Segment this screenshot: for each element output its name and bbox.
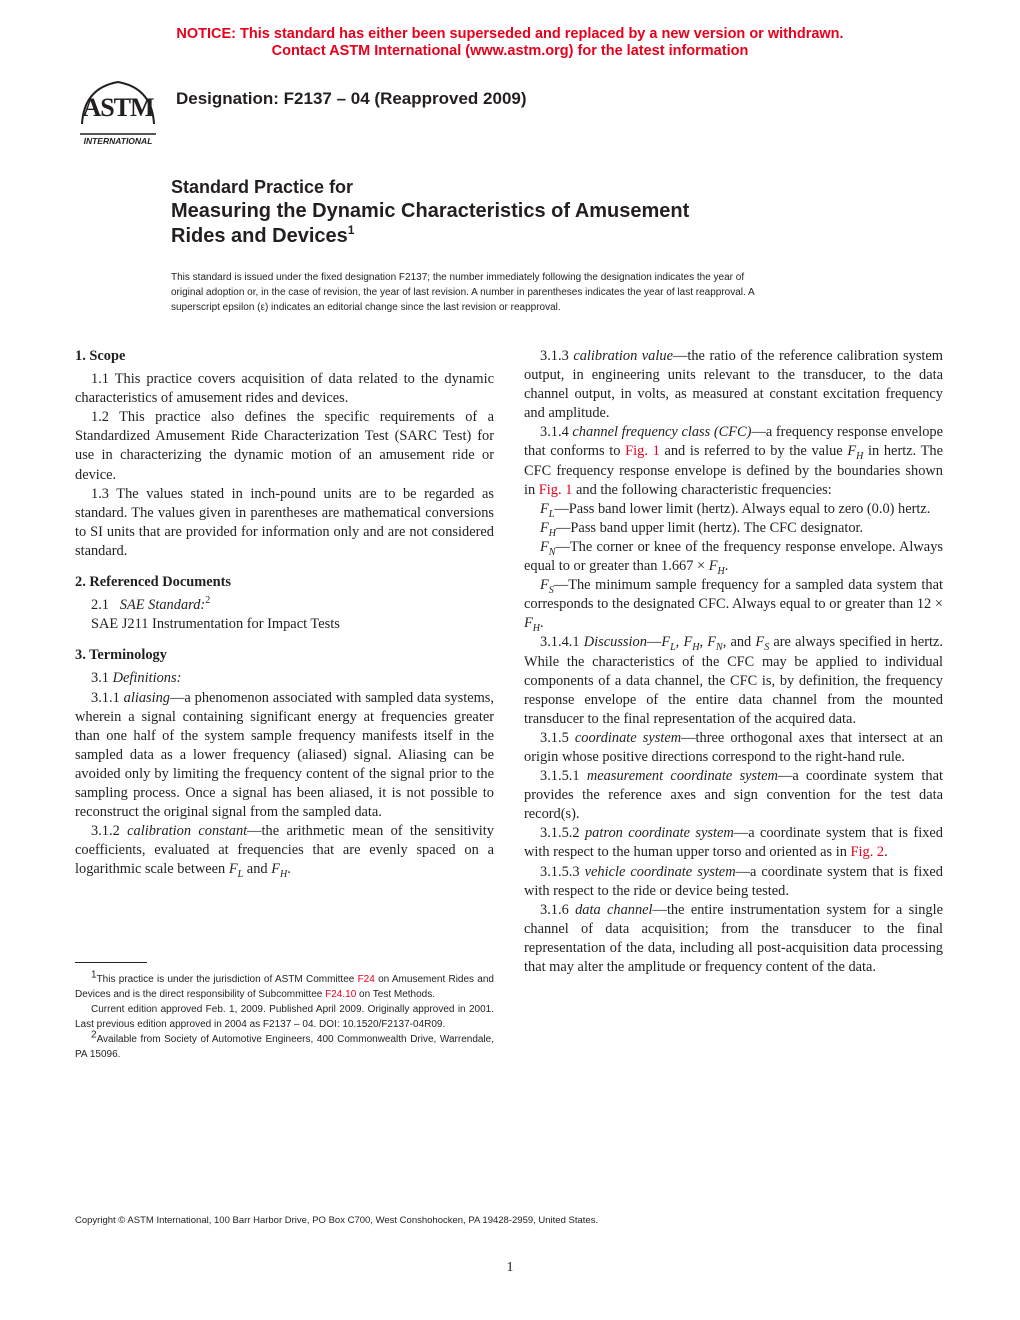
def-fl — [524, 500, 943, 519]
symbol: F — [271, 861, 280, 878]
text: in hertz. The CFC frequency response envelope is defined by the boundaries shown in — [524, 443, 943, 498]
term: Definitions: — [112, 670, 182, 687]
symbol: F — [228, 861, 238, 878]
symbol-sub: L — [548, 508, 555, 520]
text: and is referred to by the value — [659, 443, 848, 460]
term: Discussion — [583, 634, 647, 651]
symbol: F — [661, 634, 671, 651]
issue-note — [171, 270, 851, 315]
para-3-1-2 — [75, 822, 494, 879]
definition: —a frequency response envelope that conforms to — [524, 424, 943, 460]
para-3-1-5 — [524, 729, 943, 767]
document-title — [171, 175, 689, 249]
symbol-sub: S — [548, 585, 554, 596]
text: and — [243, 861, 272, 878]
para-3-1-4 — [524, 423, 943, 499]
para-1-1: 1.1 This practice covers acquisition of data related to the dynamic characteristics of amusement rides and devices. — [75, 371, 494, 407]
right-column — [524, 347, 943, 977]
symbol: F — [540, 519, 549, 536]
text: —Pass band lower limit (hertz). Always equal to zero (0.0) hertz. — [554, 500, 931, 517]
para-3-1-5-3 — [524, 863, 943, 901]
title-line-2: Measuring the Dynamic Characteristics of Amusement — [171, 200, 690, 222]
designation: Designation: F2137 – 04 (Reapproved 2009) — [176, 89, 527, 108]
symbol-sub: N — [716, 642, 723, 654]
symbol: F — [755, 634, 765, 651]
symbol-sub: H — [717, 565, 725, 577]
title-footnote-mark: 1 — [347, 223, 355, 237]
term: patron coordinate system — [584, 825, 734, 842]
para-number: 3.1.5.3 — [540, 863, 580, 880]
para-number: 3.1 — [91, 670, 109, 687]
para-number: 3.1.6 — [540, 901, 569, 918]
def-fh — [524, 519, 943, 538]
para-3-1-5-1 — [524, 767, 943, 824]
astm-logo — [74, 74, 162, 148]
para-number: 3.1.2 — [91, 823, 120, 840]
footnotes — [75, 969, 494, 1062]
text: are always specified in hertz. While the characteristics of the CFC may be applied to individual components of a data channel, the CFC is, by definition, the frequency response envelope of the entire data channel from the mounted transducer to the final representation of the acquired data. — [524, 634, 944, 727]
issue-note-line: This standard is issued under the fixed designation F2137; the number immediately following the designation indicates the year of — [171, 272, 745, 283]
symbol-sub: H — [548, 527, 557, 539]
para-number: 3.1.5 — [540, 729, 569, 746]
text: . — [287, 861, 291, 878]
symbol-sub: L — [670, 642, 676, 654]
figure-1-link[interactable]: Fig. 1 — [538, 481, 573, 498]
term: coordinate system — [574, 729, 682, 746]
symbol: F — [708, 558, 718, 575]
text: —Pass band upper limit (hertz). The CFC designator. — [556, 519, 864, 536]
symbol-sub: H — [532, 623, 541, 635]
footnote-1 — [75, 969, 494, 1002]
figure-1-link[interactable]: Fig. 1 — [625, 443, 660, 460]
section-heading-scope: 1. Scope — [75, 348, 126, 364]
text: on Test Methods. — [356, 989, 436, 1000]
copyright: Copyright © ASTM International, 100 Barr Harbor Drive, PO Box C700, West Conshohocken, PA 19428-2959, United States. — [75, 1215, 599, 1226]
para-number: 3.1.5.1 — [540, 768, 580, 785]
symbol: F — [707, 634, 717, 651]
para-3-1-6 — [524, 901, 943, 977]
definition: —a coordinate system that provides the reference axes and sign convention for the test data record(s). — [524, 768, 943, 823]
symbol-sub: N — [548, 546, 556, 558]
def-fn: $F_N—The$ corner or knee of the frequency response envelope. Always equal to or greater than $1.667 \times F_H$. — [524, 538, 943, 577]
figure-2-link[interactable]: Fig. 2 — [850, 844, 885, 861]
footnote-2 — [75, 1029, 494, 1062]
symbol: F — [540, 538, 549, 555]
page-number: 1 — [506, 1260, 514, 1275]
para-1-3: 1.3 The values stated in inch-pound units are to be regarded as standard. The values given in parentheses are mathematical conversions to SI units that are provided for information only and are not considered standard. — [75, 485, 494, 559]
definition: —three orthogonal axes that intersect at an origin whose positive directions correspond to the right-hand rule. — [524, 729, 943, 765]
symbol: F — [524, 615, 533, 632]
symbol-sub: L — [237, 869, 244, 881]
section-heading-referenced-documents: 2. Referenced Documents — [75, 574, 231, 591]
term: aliasing — [123, 689, 171, 706]
withdrawal-notice — [0, 26, 1020, 60]
term: channel frequency class (CFC) — [572, 424, 752, 441]
subcommittee-link[interactable]: F24.10 — [325, 989, 357, 1000]
issue-note-line: original adoption or, in the case of revision, the year of last revision. A number in parentheses indicates the year of last reapproval. A — [171, 287, 755, 298]
def-fs: $F_S—The$ minimum sample frequency for a sampled data system that corresponds to the designated CFC. Always equal to or greater than $12 \times F_H$. — [524, 577, 943, 635]
text: —The corner or knee of the frequency response envelope. Always equal to or greater than 1.667 × — [524, 538, 943, 575]
title-line-3 — [171, 224, 689, 249]
para-number: 3.1.1 — [91, 689, 120, 706]
term: data channel — [575, 901, 653, 918]
symbol: F — [683, 634, 693, 651]
para-number: 3.1.4.1 — [540, 634, 580, 651]
symbol-sub: H — [856, 451, 864, 463]
para-2-1 — [75, 596, 494, 615]
para-3-1-1 — [75, 689, 494, 823]
symbol: F — [540, 577, 549, 594]
logo-letters: ASTM — [82, 93, 154, 122]
symbol-sub: S — [764, 642, 770, 654]
section-heading-terminology: 3. Terminology — [75, 647, 167, 664]
para-number: 3.1.4 — [540, 424, 569, 441]
footnote-1-edition: Current edition approved Feb. 1, 2009. Published April 2009. Originally approved in 2001. Last previous edition approved in 2004 as F2137 – 04. DOI: 10.1520/F2137-04R09. — [75, 1004, 494, 1030]
para-number: 3.1.5.2 — [540, 825, 580, 842]
title-line-3-text: Rides and Devices — [171, 225, 348, 247]
issue-note-line: superscript epsilon (ε) indicates an editorial change since the last revision or reapproval. — [171, 302, 561, 313]
para-number: 3.1.3 — [540, 348, 569, 364]
footnote-mark: 2 — [205, 595, 211, 607]
para-1-2: 1.2 This practice also defines the specific requirements of a Standardized Amusement Ride Characterization Test (SARC Test) for use in characterizing the dynamic motion of an amusement ride or device. — [75, 409, 494, 483]
notice-line-2: Contact ASTM International (www.astm.org) for the latest information — [271, 43, 749, 59]
symbol: F — [847, 443, 857, 460]
symbol: F — [540, 500, 549, 517]
term: calibration constant — [127, 823, 248, 840]
term: vehicle coordinate system — [584, 863, 736, 880]
definition: —a coordinate system that is fixed with respect to the human upper torso and oriented as in — [524, 825, 943, 861]
term: calibration value — [573, 348, 673, 364]
footnote-mark: 2 — [91, 1029, 97, 1041]
term: SAE Standard: — [119, 597, 206, 614]
para-number: 2.1 — [91, 597, 109, 614]
title-line-1: Standard Practice for — [171, 177, 354, 197]
definition: —the entire instrumentation system for a single channel of data acquisition; from the transducer to the final representation of the data, including all post-acquisition data processing that may alter the amplitude or frequency content of the data. — [524, 901, 943, 975]
para-3-1 — [75, 669, 494, 688]
symbol-sub: H — [279, 869, 288, 881]
definition: —a coordinate system that is fixed with respect to the ride or device being tested. — [524, 863, 943, 899]
sae-reference: SAE J211 Instrumentation for Impact Tests — [91, 616, 340, 633]
text: and the following characteristic frequencies: — [572, 481, 832, 498]
logo-label: INTERNATIONAL — [83, 136, 153, 146]
text: Available from Society of Automotive Engineers, 400 Commonwealth Drive, Warrendale, PA 15096. — [75, 1034, 494, 1060]
footnote-rule — [75, 962, 147, 963]
committee-link[interactable]: F24 — [357, 974, 375, 985]
footnote-mark: 1 — [91, 969, 97, 981]
para-3-1-3 — [524, 347, 943, 423]
term: measurement coordinate system — [586, 768, 778, 785]
symbol-sub: H — [692, 642, 700, 654]
para-3-1-4-1: 3.1.4.1 $Discussion—F_L$, $F_H$, $F_N$, and $F_S$ are always specified in hertz. While the characteristics of the CFC may be applied to individual components of a data channel, the CFC is, by definition, the frequency response envelope of the entire data channel from the mounted transducer to the final representation of the acquired data. — [524, 634, 944, 727]
notice-line-1: NOTICE: This standard has either been superseded and replaced by a new version or withdrawn. — [176, 26, 844, 42]
definition: —a phenomenon associated with sampled data systems, wherein a signal containing significant energy at frequencies greater than one half of the system sample frequency manifests itself in the sampled data as a lower frequency (aliased) signal. Aliasing can be avoided only by limiting the frequency content of the signal prior to the sampling process. Once a signal has been aliased, it is not possible to reconstruct the original signal from the sampled data. — [75, 689, 494, 821]
left-column — [75, 347, 494, 879]
definition: —the ratio of the reference calibration system output, in engineering units relevant to the transducer, to the data channel output, in volts, as measured at constant excitation frequency and amplitude. — [524, 348, 943, 422]
text: —The minimum sample frequency for a sampled data system that corresponds to the designated CFC. Always equal to or greater than 12 × — [524, 577, 943, 613]
definition: —the arithmetic mean of the sensitivity coefficients, evaluated at frequencies that are evenly spaced on a logarithmic scale between — [75, 823, 494, 878]
text: on Amusement Rides and Devices and is the direct responsibility of Subcommittee — [75, 974, 494, 1000]
para-3-1-5-2: 3.1.5.2 patron coordinate system—a coordinate system that is fixed with respect to the human upper torso and oriented as in Fig. 2. — [524, 825, 943, 861]
text: This practice is under the jurisdiction of ASTM Committee — [96, 974, 358, 985]
